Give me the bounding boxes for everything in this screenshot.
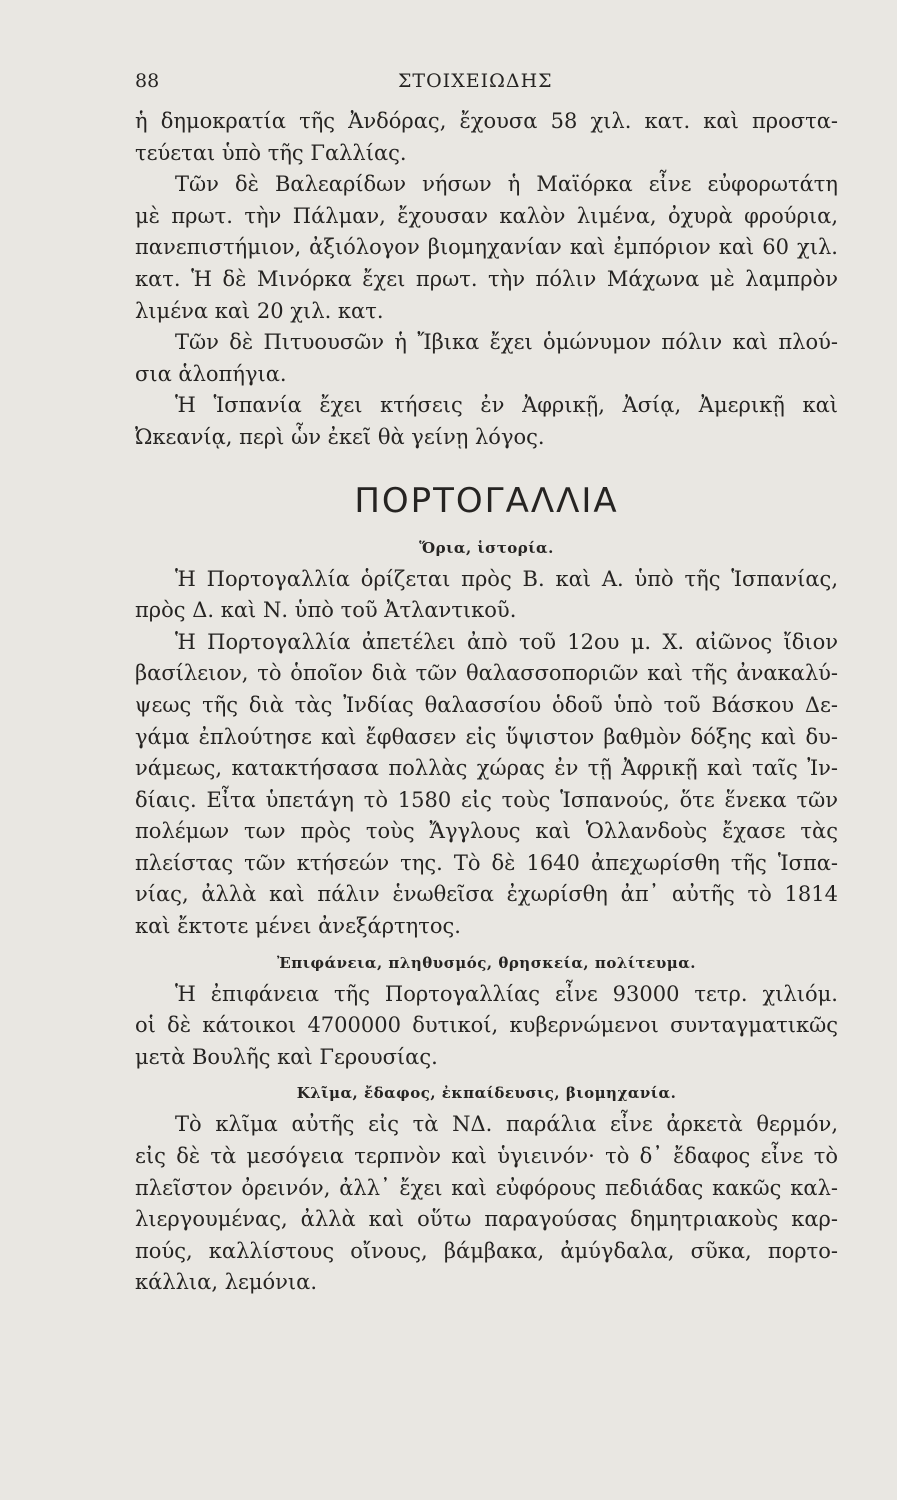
text-line: οἱ δὲ κάτοικοι 4700000 δυτικοί, κυβερνώμενοι συνταγματικῶς <box>135 1013 838 1038</box>
text-line: Τὸ κλῖμα αὐτῆς εἰς τὰ ΝΔ. παράλια εἶνε ἀρκετὰ θερμόν, <box>175 1112 838 1137</box>
borders-history-paragraphs <box>135 564 838 943</box>
subheading-borders-history: Ὅρια, ἱστορία. <box>419 538 554 557</box>
text-line: λιεργουμένας, ἀλλὰ καὶ οὕτω παραγούσας δημητριακοὺς καρ- <box>135 1207 838 1232</box>
text-line: εἰς δὲ τὰ μεσόγεια τερπνὸν καὶ ὑγιεινόν· τὸ δ᾽ ἔδαφος εἶνε τὸ <box>135 1144 838 1169</box>
text-line: Τῶν δὲ Βαλεαρίδων νήσων ἡ Μαϊόρκα εἶνε εὐφορωτάτη <box>175 172 838 197</box>
text-line: πρὸς Δ. καὶ Ν. ὑπὸ τοῦ Ἀτλαντικοῦ. <box>135 598 517 623</box>
text-line: βασίλειον, τὸ ὁποῖον διὰ τῶν θαλασσοποριῶν καὶ τῆς ἀνακαλύ- <box>135 661 838 686</box>
text-line: λιμένα καὶ 20 χιλ. κατ. <box>135 298 384 323</box>
text-line: δίαις. Εἶτα ὑπετάγη τὸ 1580 εἰς τοὺς Ἱσπανούς, ὅτε ἕνεκα τῶν <box>135 787 838 812</box>
text-line: πανεπιστήμιον, ἀξιόλογον βιομηχανίαν καὶ ἐμπόριον καὶ 60 χιλ. <box>135 235 838 260</box>
text-line: Ἡ Πορτογαλλία ἀπετέλει ἀπὸ τοῦ 12ου μ. Χ. αἰῶνος ἴδιον <box>175 629 838 654</box>
text-line: νίας, ἀλλὰ καὶ πάλιν ἑνωθεῖσα ἐχωρίσθη ἀπ᾽ αὐτῆς τὸ 1814 <box>135 882 838 907</box>
text-line: κατ. Ἡ δὲ Μινόρκα ἔχει πρωτ. τὴν πόλιν Μάχωνα μὲ λαμπρὸν <box>135 266 838 291</box>
text-line: ἡ δημοκρατία τῆς Ἀνδόρας, ἔχουσα 58 χιλ. κατ. καὶ προστα- <box>135 109 838 133</box>
subheading-area-population: Ἐπιφάνεια, πληθυσμός, θρησκεία, πολίτευμα. <box>277 953 696 972</box>
text-line: ψεως τῆς διὰ τὰς Ἰνδίας θαλασσίου ὁδοῦ ὑπὸ τοῦ Βάσκου Δε- <box>135 692 838 717</box>
page-number: 88 <box>135 70 160 92</box>
section-title: ΠΟΡΤΟΓΑΛΛΙΑ <box>354 480 619 521</box>
text-line: Τῶν δὲ Πιτυουσῶν ἡ Ἴβικα ἔχει ὁμώνυμον πόλιν καὶ πλού- <box>175 330 838 355</box>
climate-soil-paragraph <box>135 1109 838 1299</box>
text-line: καὶ ἔκτοτε μένει ἀνεξάρτητος. <box>135 914 461 939</box>
text-line: σια ἁλοπήγια. <box>135 361 287 386</box>
text-line: μὲ πρωτ. τὴν Πάλμαν, ἔχουσαν καλὸν λιμένα, ὀχυρὰ φρούρια, <box>135 203 838 228</box>
text-line: τεύεται ὑπὸ τῆς Γαλλίας. <box>135 140 407 165</box>
text-line: πολέμων των πρὸς τοὺς Ἄγγλους καὶ Ὁλλανδοὺς ἔχασε τὰς <box>135 819 838 844</box>
text-line: μετὰ Βουλῆς καὶ Γερουσίας. <box>135 1044 438 1069</box>
text-line: γάμα ἐπλούτησε καὶ ἔφθασεν εἰς ὕψιστον βαθμὸν δόξης καὶ δυ- <box>135 724 838 749</box>
text-line: Ἡ ἐπιφάνεια τῆς Πορτογαλλίας εἶνε 93000 τετρ. χιλιόμ. <box>175 981 838 1006</box>
text-block <box>135 106 838 1299</box>
area-population-paragraph <box>135 979 838 1074</box>
text-line: νάμεως, κατακτήσασα πολλὰς χώρας ἐν τῇ Ἀφρικῇ καὶ ταῖς Ἰν- <box>135 756 838 781</box>
text-line: Ἡ Πορτογαλλία ὁρίζεται πρὸς Β. καὶ Α. ὑπὸ τῆς Ἱσπανίας, <box>175 566 838 591</box>
running-head <box>135 70 835 100</box>
text-line: πούς, καλλίστους οἴνους, βάμβακα, ἀμύγδαλα, σῦκα, πορτο- <box>135 1238 838 1263</box>
text-line: πλείστας τῶν κτήσεών της. Τὸ δὲ 1640 ἀπεχωρίσθη τῆς Ἱσπα- <box>135 850 838 875</box>
text-line: πλεῖστον ὀρεινόν, ἀλλ᾽ ἔχει καὶ εὐφόρους πεδιάδας κακῶς καλ- <box>135 1175 838 1200</box>
running-title: ΣΤΟΙΧΕΙΩΔΗΣ <box>398 70 553 92</box>
subheading-climate-soil: Κλῖμα, ἔδαφος, ἐκπαίδευσις, βιομηχανία. <box>296 1084 677 1103</box>
text-line: κάλλια, λεμόνια. <box>135 1270 318 1295</box>
spain-section <box>135 106 838 454</box>
text-line: Ἡ Ἱσπανία ἔχει κτήσεις ἐν Ἀφρικῇ, Ἀσίᾳ, Ἀμερικῇ καὶ <box>175 393 838 418</box>
text-line: Ὠκεανίᾳ, περὶ ὧν ἐκεῖ θὰ γείνῃ λόγος. <box>135 424 545 449</box>
